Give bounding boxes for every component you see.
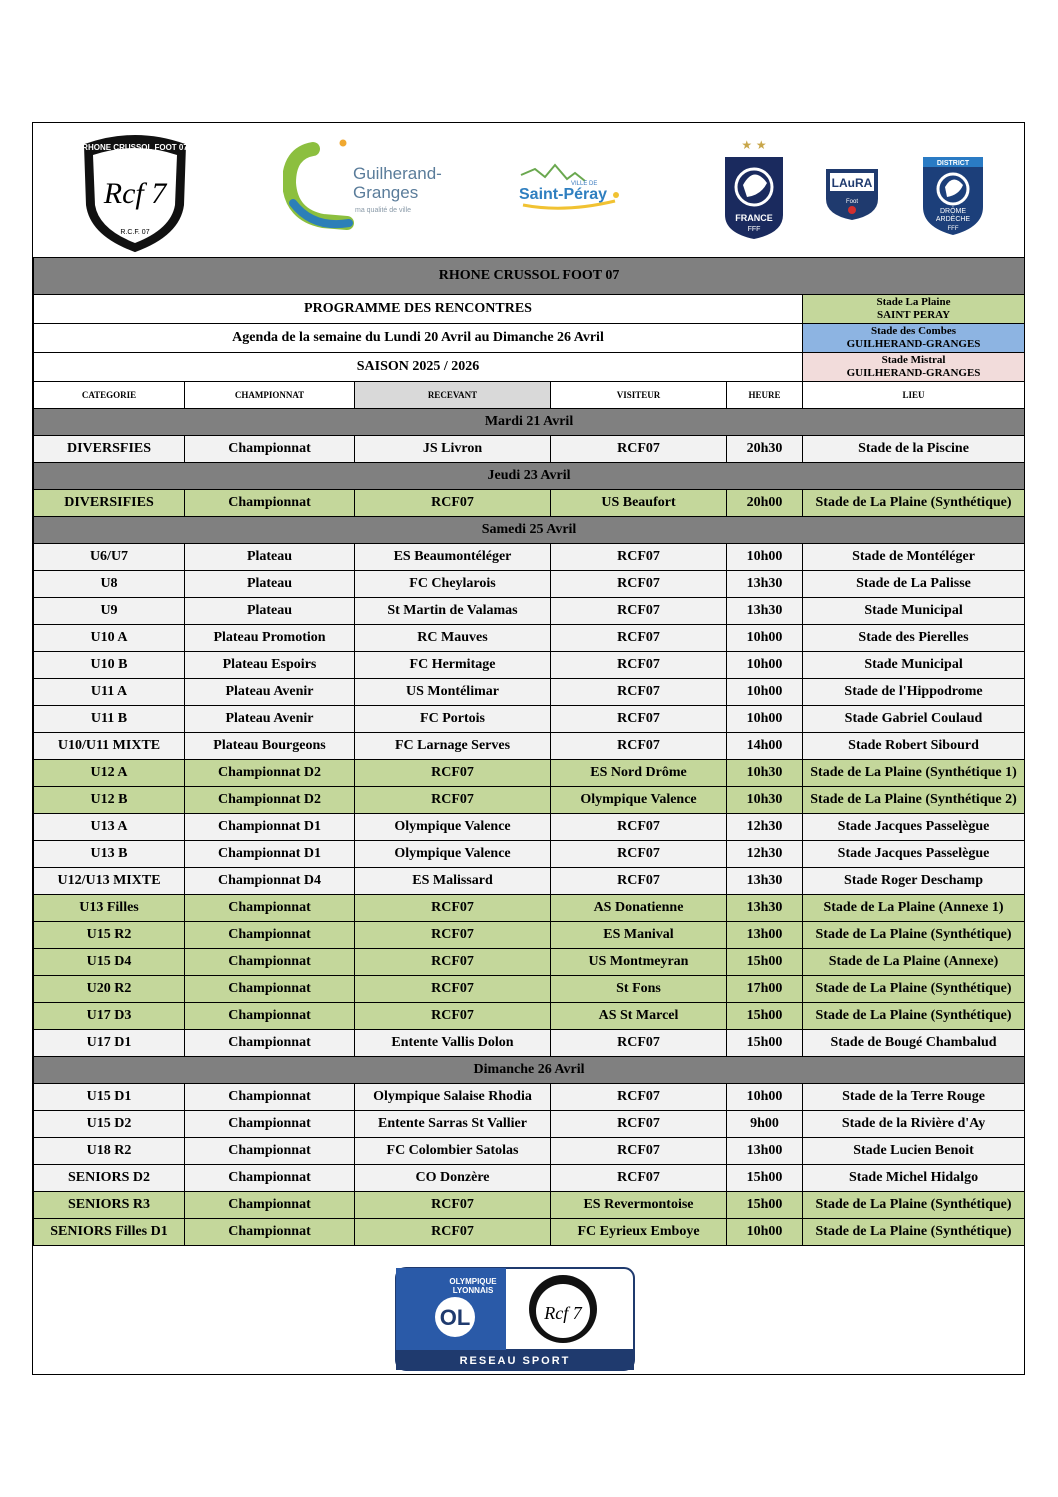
cell-visiteur: RCF07 — [551, 598, 727, 625]
cell-heure: 12h30 — [727, 841, 803, 868]
cell-recevant: RCF07 — [355, 787, 551, 814]
cell-recevant: ES Malissard — [355, 868, 551, 895]
ol-line2: LYONNAIS — [452, 1286, 494, 1295]
table-row — [34, 1030, 1025, 1057]
cell-categorie: U13 Filles — [34, 895, 185, 922]
cell-visiteur: RCF07 — [551, 868, 727, 895]
cell-recevant: RCF07 — [355, 760, 551, 787]
ol-line1: OLYMPIQUE — [449, 1277, 497, 1286]
cell-championnat: Championnat — [185, 922, 355, 949]
agenda-line: Agenda de la semaine du Lundi 20 Avril au Dimanche 26 Avril — [34, 324, 803, 353]
cell-lieu: Stade de La Plaine (Synthétique) — [803, 1192, 1025, 1219]
cell-heure: 17h00 — [727, 976, 803, 1003]
cell-heure: 10h00 — [727, 706, 803, 733]
cell-categorie: U9 — [34, 598, 185, 625]
ol-club-mono: Rcf 7 — [544, 1303, 582, 1323]
column-headers — [34, 382, 1025, 409]
cell-visiteur: AS St Marcel — [551, 1003, 727, 1030]
cell-lieu: Stade de Bougé Chambalud — [803, 1030, 1025, 1057]
header-visiteur: VISITEUR — [551, 382, 727, 409]
matches-table — [33, 257, 1025, 1246]
cell-heure: 15h00 — [727, 949, 803, 976]
cell-lieu: Stade de La Plaine (Annexe 1) — [803, 895, 1025, 922]
cell-championnat: Championnat — [185, 1111, 355, 1138]
cell-championnat: Plateau Avenir — [185, 679, 355, 706]
cell-lieu: Stade Municipal — [803, 598, 1025, 625]
header-championnat: CHAMPIONNAT — [185, 382, 355, 409]
cell-visiteur: ES Manival — [551, 922, 727, 949]
cell-heure: 13h00 — [727, 922, 803, 949]
cell-visiteur: AS Donatienne — [551, 895, 727, 922]
cell-visiteur: RCF07 — [551, 436, 727, 463]
cell-categorie: U10 A — [34, 625, 185, 652]
cell-championnat: Championnat — [185, 1192, 355, 1219]
cell-championnat: Plateau Avenir — [185, 706, 355, 733]
table-row — [34, 571, 1025, 598]
cell-categorie: U11 A — [34, 679, 185, 706]
cell-recevant: US Montélimar — [355, 679, 551, 706]
cell-lieu: Stade de La Palisse — [803, 571, 1025, 598]
fff-country: FRANCE — [735, 213, 773, 223]
venue-combes-name: Stade des Combes — [871, 325, 956, 337]
table-row — [34, 679, 1025, 706]
fff-stars: ★ ★ — [741, 138, 767, 152]
cell-lieu: Stade de La Plaine (Synthétique) — [803, 1219, 1025, 1246]
cell-lieu: Stade des Pierelles — [803, 625, 1025, 652]
cell-heure: 13h30 — [727, 598, 803, 625]
venue-combes-city: GUILHERAND-GRANGES — [846, 338, 981, 350]
cell-visiteur: RCF07 — [551, 544, 727, 571]
venue-mistral-city: GUILHERAND-GRANGES — [846, 367, 981, 379]
cell-championnat: Championnat — [185, 490, 355, 517]
cell-visiteur: RCF07 — [551, 706, 727, 733]
cell-lieu: Stade de La Plaine (Synthétique) — [803, 1003, 1025, 1030]
table-row — [34, 598, 1025, 625]
cell-championnat: Championnat D2 — [185, 760, 355, 787]
cell-lieu: Stade Jacques Passelègue — [803, 841, 1025, 868]
cell-recevant: St Martin de Valamas — [355, 598, 551, 625]
cell-categorie: U10 B — [34, 652, 185, 679]
cell-recevant: Entente Vallis Dolon — [355, 1030, 551, 1057]
header-categorie: CATEGORIE — [34, 382, 185, 409]
cell-heure: 15h00 — [727, 1165, 803, 1192]
cell-lieu: Stade Municipal — [803, 652, 1025, 679]
cell-recevant: RCF07 — [355, 1219, 551, 1246]
venue-legend-mistral — [803, 353, 1025, 382]
cell-lieu: Stade de la Terre Rouge — [803, 1084, 1025, 1111]
table-row — [34, 652, 1025, 679]
cell-lieu: Stade de Montéléger — [803, 544, 1025, 571]
table-row — [34, 733, 1025, 760]
laura-name: LAuRA — [831, 176, 873, 190]
header-recevant: RECEVANT — [355, 382, 551, 409]
venue-plaine-name: Stade La Plaine — [876, 296, 951, 308]
cell-lieu: Stade de La Plaine (Synthétique) — [803, 490, 1025, 517]
day-banner: Samedi 25 Avril — [34, 517, 1025, 544]
cell-lieu: Stade Gabriel Coulaud — [803, 706, 1025, 733]
table-row — [34, 1192, 1025, 1219]
table-row — [34, 760, 1025, 787]
cell-categorie: U15 D1 — [34, 1084, 185, 1111]
cell-visiteur: RCF07 — [551, 1030, 727, 1057]
table-row — [34, 1111, 1025, 1138]
cell-categorie: U15 R2 — [34, 922, 185, 949]
cell-championnat: Championnat — [185, 1003, 355, 1030]
cell-heure: 13h30 — [727, 868, 803, 895]
cell-visiteur: RCF07 — [551, 625, 727, 652]
cell-visiteur: RCF07 — [551, 733, 727, 760]
cell-championnat: Championnat — [185, 1165, 355, 1192]
cell-lieu: Stade de La Plaine (Annexe) — [803, 949, 1025, 976]
table-row — [34, 976, 1025, 1003]
cell-categorie: U18 R2 — [34, 1138, 185, 1165]
fff-sub: FFF — [747, 226, 761, 233]
cell-recevant: RCF07 — [355, 895, 551, 922]
cell-recevant: ES Beaumontéléger — [355, 544, 551, 571]
laura-sub: Foot — [845, 199, 859, 205]
cell-categorie: DIVERSIFIES — [34, 490, 185, 517]
cell-categorie: U17 D1 — [34, 1030, 185, 1057]
schedule-sheet — [32, 122, 1025, 1375]
cell-recevant: CO Donzère — [355, 1165, 551, 1192]
table-row — [34, 895, 1025, 922]
cell-heure: 10h30 — [727, 787, 803, 814]
cell-championnat: Plateau — [185, 571, 355, 598]
cell-visiteur: RCF07 — [551, 652, 727, 679]
cell-visiteur: RCF07 — [551, 1084, 727, 1111]
cell-heure: 20h00 — [727, 490, 803, 517]
cell-heure: 15h00 — [727, 1003, 803, 1030]
guilherand-line2: Granges — [353, 183, 419, 202]
cell-championnat: Championnat — [185, 949, 355, 976]
venue-legend-plaine — [803, 295, 1025, 324]
ol-reseau-sport-logo — [395, 1267, 635, 1371]
cell-recevant: FC Larnage Serves — [355, 733, 551, 760]
table-row — [34, 868, 1025, 895]
reseau-sport-text: RESEAU SPORT — [459, 1355, 571, 1367]
cell-heure: 12h30 — [727, 814, 803, 841]
cell-heure: 13h30 — [727, 571, 803, 598]
cell-visiteur: RCF07 — [551, 814, 727, 841]
cell-categorie: U10/U11 MIXTE — [34, 733, 185, 760]
table-row — [34, 1084, 1025, 1111]
cell-recevant: RCF07 — [355, 976, 551, 1003]
cell-categorie: U11 B — [34, 706, 185, 733]
district-top: DISTRICT — [936, 160, 970, 167]
table-row — [34, 922, 1025, 949]
cell-championnat: Plateau Promotion — [185, 625, 355, 652]
fff-logo — [721, 135, 787, 241]
subtitle: PROGRAMME DES RENCONTRES — [34, 295, 803, 324]
cell-recevant: RCF07 — [355, 1192, 551, 1219]
district-drome-ardeche-logo — [919, 155, 987, 237]
cell-recevant: FC Colombier Satolas — [355, 1138, 551, 1165]
cell-categorie: U20 R2 — [34, 976, 185, 1003]
cell-recevant: RCF07 — [355, 490, 551, 517]
ol-mono: OL — [439, 1305, 471, 1330]
cell-championnat: Championnat — [185, 436, 355, 463]
cell-lieu: Stade Jacques Passelègue — [803, 814, 1025, 841]
cell-lieu: Stade Lucien Benoit — [803, 1138, 1025, 1165]
club-badge-top-text: RHONE CRUSSOL FOOT 07 — [82, 143, 188, 152]
club-badge-mono: Rcf 7 — [103, 177, 167, 210]
cell-championnat: Championnat — [185, 976, 355, 1003]
cell-heure: 20h30 — [727, 436, 803, 463]
table-row — [34, 787, 1025, 814]
table-row — [34, 1138, 1025, 1165]
cell-championnat: Plateau Bourgeons — [185, 733, 355, 760]
cell-heure: 15h00 — [727, 1192, 803, 1219]
cell-visiteur: FC Eyrieux Emboye — [551, 1219, 727, 1246]
cell-recevant: Olympique Valence — [355, 814, 551, 841]
cell-categorie: U13 A — [34, 814, 185, 841]
cell-lieu: Stade de la Piscine — [803, 436, 1025, 463]
header-lieu: LIEU — [803, 382, 1025, 409]
club-badge-bottom-text: R.C.F. 07 — [120, 229, 150, 236]
cell-championnat: Plateau — [185, 544, 355, 571]
guilherand-tagline: ma qualité de ville — [355, 207, 412, 214]
cell-categorie: SENIORS D2 — [34, 1165, 185, 1192]
cell-categorie: U15 D4 — [34, 949, 185, 976]
cell-championnat: Championnat D1 — [185, 841, 355, 868]
cell-recevant: FC Cheylarois — [355, 571, 551, 598]
venue-plaine-city: SAINT PERAY — [876, 309, 951, 321]
table-row — [34, 625, 1025, 652]
cell-visiteur: RCF07 — [551, 679, 727, 706]
cell-categorie: U6/U7 — [34, 544, 185, 571]
cell-championnat: Championnat D2 — [185, 787, 355, 814]
day-banner: Mardi 21 Avril — [34, 409, 1025, 436]
cell-categorie: U12 A — [34, 760, 185, 787]
cell-recevant: RC Mauves — [355, 625, 551, 652]
cell-categorie: U12 B — [34, 787, 185, 814]
saint-peray-name: Saint-Péray — [519, 186, 608, 203]
cell-heure: 13h30 — [727, 895, 803, 922]
day-banner: Jeudi 23 Avril — [34, 463, 1025, 490]
table-row — [34, 490, 1025, 517]
cell-categorie: U12/U13 MIXTE — [34, 868, 185, 895]
cell-lieu: Stade Robert Sibourd — [803, 733, 1025, 760]
cell-visiteur: RCF07 — [551, 1138, 727, 1165]
cell-heure: 10h00 — [727, 544, 803, 571]
table-row — [34, 436, 1025, 463]
cell-championnat: Championnat — [185, 1138, 355, 1165]
cell-championnat: Championnat — [185, 1030, 355, 1057]
cell-heure: 13h00 — [727, 1138, 803, 1165]
cell-visiteur: ES Revermontoise — [551, 1192, 727, 1219]
cell-lieu: Stade de La Plaine (Synthétique) — [803, 976, 1025, 1003]
cell-heure: 14h00 — [727, 733, 803, 760]
day-banner: Dimanche 26 Avril — [34, 1057, 1025, 1084]
cell-recevant: Olympique Salaise Rhodia — [355, 1084, 551, 1111]
table-row — [34, 544, 1025, 571]
cell-recevant: RCF07 — [355, 922, 551, 949]
cell-championnat: Plateau Espoirs — [185, 652, 355, 679]
district-fff: FFF — [947, 226, 959, 232]
district-drome: DRÔME — [939, 208, 967, 215]
table-row — [34, 814, 1025, 841]
cell-championnat: Championnat — [185, 1084, 355, 1111]
cell-visiteur: St Fons — [551, 976, 727, 1003]
cell-championnat: Championnat — [185, 1219, 355, 1246]
saint-peray-logo — [515, 157, 623, 215]
cell-lieu: Stade de la Rivière d'Ay — [803, 1111, 1025, 1138]
cell-visiteur: RCF07 — [551, 1111, 727, 1138]
cell-heure: 10h00 — [727, 652, 803, 679]
cell-categorie: DIVERSFIES — [34, 436, 185, 463]
cell-visiteur: US Montmeyran — [551, 949, 727, 976]
page-title: RHONE CRUSSOL FOOT 07 — [34, 258, 1025, 295]
cell-recevant: Entente Sarras St Vallier — [355, 1111, 551, 1138]
venue-mistral-name: Stade Mistral — [881, 354, 946, 366]
cell-visiteur: RCF07 — [551, 1165, 727, 1192]
table-row — [34, 1165, 1025, 1192]
sponsor-logos-band — [33, 123, 1024, 257]
cell-recevant: FC Portois — [355, 706, 551, 733]
cell-categorie: SENIORS Filles D1 — [34, 1219, 185, 1246]
header-heure: HEURE — [727, 382, 803, 409]
cell-recevant: RCF07 — [355, 1003, 551, 1030]
cell-lieu: Stade de La Plaine (Synthétique 2) — [803, 787, 1025, 814]
season-line: SAISON 2025 / 2026 — [34, 353, 803, 382]
cell-visiteur: RCF07 — [551, 841, 727, 868]
laura-foot-logo — [823, 165, 881, 221]
cell-recevant: JS Livron — [355, 436, 551, 463]
cell-categorie: U17 D3 — [34, 1003, 185, 1030]
cell-visiteur: RCF07 — [551, 571, 727, 598]
cell-heure: 10h00 — [727, 1219, 803, 1246]
cell-heure: 9h00 — [727, 1111, 803, 1138]
district-ardeche: ARDÈCHE — [935, 216, 971, 223]
cell-championnat: Championnat — [185, 895, 355, 922]
cell-lieu: Stade Roger Deschamp — [803, 868, 1025, 895]
cell-categorie: SENIORS R3 — [34, 1192, 185, 1219]
cell-championnat: Championnat D4 — [185, 868, 355, 895]
guilherand-granges-logo — [283, 139, 453, 235]
cell-championnat: Championnat D1 — [185, 814, 355, 841]
club-badge-logo — [79, 131, 191, 253]
cell-recevant: RCF07 — [355, 949, 551, 976]
saint-peray-small: VILLE DE — [571, 181, 598, 187]
cell-visiteur: Olympique Valence — [551, 787, 727, 814]
cell-categorie: U13 B — [34, 841, 185, 868]
cell-recevant: Olympique Valence — [355, 841, 551, 868]
cell-heure: 10h00 — [727, 625, 803, 652]
cell-lieu: Stade Michel Hidalgo — [803, 1165, 1025, 1192]
cell-lieu: Stade de La Plaine (Synthétique) — [803, 922, 1025, 949]
cell-lieu: Stade de l'Hippodrome — [803, 679, 1025, 706]
cell-heure: 10h30 — [727, 760, 803, 787]
table-row — [34, 1219, 1025, 1246]
cell-heure: 15h00 — [727, 1030, 803, 1057]
cell-lieu: Stade de La Plaine (Synthétique 1) — [803, 760, 1025, 787]
table-row — [34, 841, 1025, 868]
cell-championnat: Plateau — [185, 598, 355, 625]
table-row — [34, 1003, 1025, 1030]
cell-heure: 10h00 — [727, 1084, 803, 1111]
guilherand-line1: Guilherand- — [353, 164, 442, 183]
cell-visiteur: US Beaufort — [551, 490, 727, 517]
table-row — [34, 949, 1025, 976]
cell-recevant: FC Hermitage — [355, 652, 551, 679]
cell-heure: 10h00 — [727, 679, 803, 706]
table-row — [34, 706, 1025, 733]
venue-legend-combes — [803, 324, 1025, 353]
cell-categorie: U8 — [34, 571, 185, 598]
cell-categorie: U15 D2 — [34, 1111, 185, 1138]
cell-visiteur: ES Nord Drôme — [551, 760, 727, 787]
